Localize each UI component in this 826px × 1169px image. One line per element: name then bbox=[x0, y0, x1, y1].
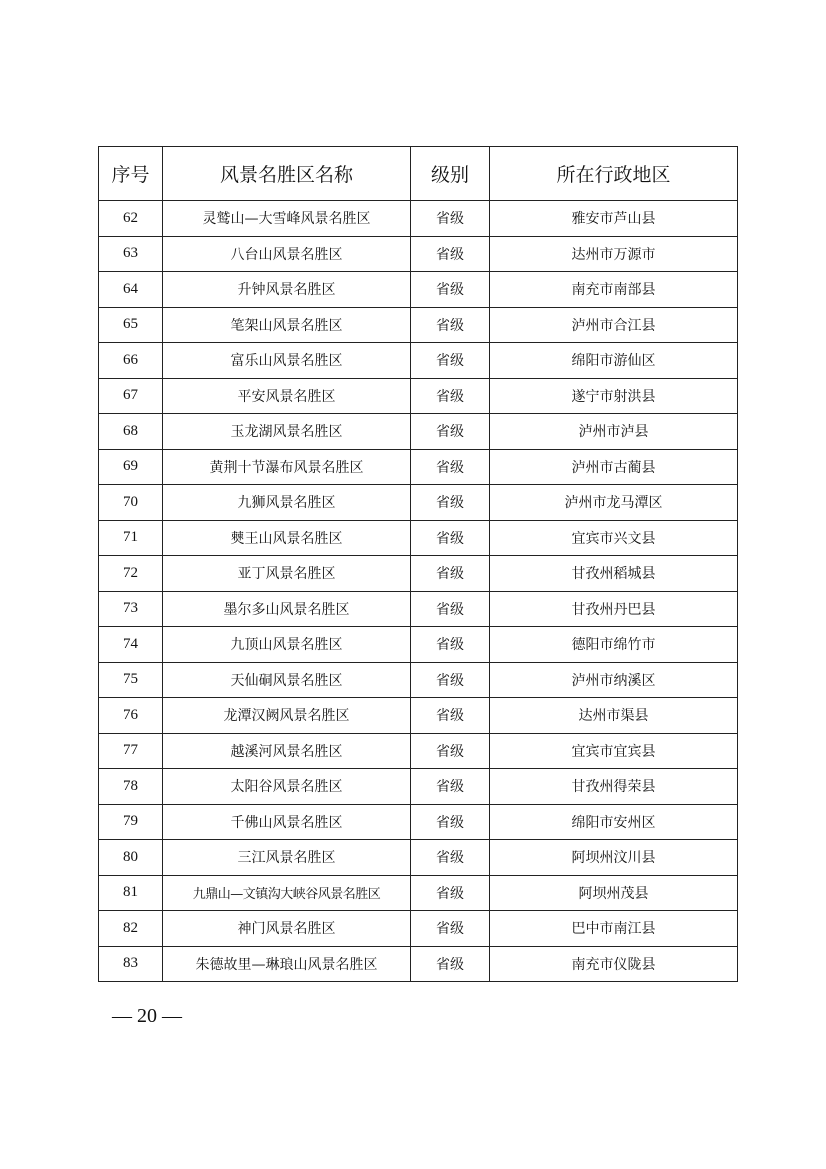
cell-region: 宜宾市兴文县 bbox=[490, 520, 738, 556]
cell-index: 63 bbox=[99, 236, 163, 272]
cell-index: 73 bbox=[99, 591, 163, 627]
cell-region: 绵阳市游仙区 bbox=[490, 343, 738, 379]
cell-level: 省级 bbox=[411, 875, 490, 911]
cell-index: 76 bbox=[99, 698, 163, 734]
cell-level: 省级 bbox=[411, 804, 490, 840]
cell-index: 67 bbox=[99, 378, 163, 414]
page-number: — 20 — bbox=[112, 1005, 182, 1027]
cell-name: 僰王山风景名胜区 bbox=[163, 520, 411, 556]
cell-level: 省级 bbox=[411, 769, 490, 805]
cell-name: 亚丁风景名胜区 bbox=[163, 556, 411, 592]
cell-name: 朱德故里—琳琅山风景名胜区 bbox=[163, 946, 411, 982]
cell-level: 省级 bbox=[411, 627, 490, 663]
cell-level: 省级 bbox=[411, 485, 490, 521]
table-row bbox=[99, 307, 738, 343]
cell-region: 甘孜州丹巴县 bbox=[490, 591, 738, 627]
cell-name: 天仙硐风景名胜区 bbox=[163, 662, 411, 698]
cell-region: 巴中市南江县 bbox=[490, 911, 738, 947]
cell-level: 省级 bbox=[411, 236, 490, 272]
cell-name: 九鼎山—文镇沟大峡谷风景名胜区 bbox=[163, 875, 411, 911]
cell-name: 灵鹫山—大雪峰风景名胜区 bbox=[163, 201, 411, 237]
table-row bbox=[99, 591, 738, 627]
table-row bbox=[99, 698, 738, 734]
table-row bbox=[99, 378, 738, 414]
cell-name: 三江风景名胜区 bbox=[163, 840, 411, 876]
header-level: 级别 bbox=[411, 147, 490, 201]
cell-region: 甘孜州稻城县 bbox=[490, 556, 738, 592]
cell-index: 82 bbox=[99, 911, 163, 947]
cell-index: 83 bbox=[99, 946, 163, 982]
cell-name: 九狮风景名胜区 bbox=[163, 485, 411, 521]
cell-index: 68 bbox=[99, 414, 163, 450]
cell-level: 省级 bbox=[411, 946, 490, 982]
table-row bbox=[99, 733, 738, 769]
cell-level: 省级 bbox=[411, 840, 490, 876]
cell-region: 南充市仪陇县 bbox=[490, 946, 738, 982]
cell-region: 泸州市龙马潭区 bbox=[490, 485, 738, 521]
cell-level: 省级 bbox=[411, 698, 490, 734]
cell-name: 太阳谷风景名胜区 bbox=[163, 769, 411, 805]
cell-name: 龙潭汉阙风景名胜区 bbox=[163, 698, 411, 734]
cell-name: 千佛山风景名胜区 bbox=[163, 804, 411, 840]
cell-index: 66 bbox=[99, 343, 163, 379]
table-row bbox=[99, 520, 738, 556]
cell-level: 省级 bbox=[411, 556, 490, 592]
cell-name: 墨尔多山风景名胜区 bbox=[163, 591, 411, 627]
cell-region: 绵阳市安州区 bbox=[490, 804, 738, 840]
cell-name: 神门风景名胜区 bbox=[163, 911, 411, 947]
cell-name: 八台山风景名胜区 bbox=[163, 236, 411, 272]
table-row bbox=[99, 556, 738, 592]
table-row bbox=[99, 911, 738, 947]
table-row bbox=[99, 769, 738, 805]
cell-region: 阿坝州茂县 bbox=[490, 875, 738, 911]
cell-region: 德阳市绵竹市 bbox=[490, 627, 738, 663]
header-region: 所在行政地区 bbox=[490, 147, 738, 201]
cell-index: 70 bbox=[99, 485, 163, 521]
cell-index: 71 bbox=[99, 520, 163, 556]
cell-name: 越溪河风景名胜区 bbox=[163, 733, 411, 769]
table-row bbox=[99, 343, 738, 379]
table-row bbox=[99, 485, 738, 521]
table-row bbox=[99, 804, 738, 840]
cell-region: 泸州市合江县 bbox=[490, 307, 738, 343]
cell-name: 富乐山风景名胜区 bbox=[163, 343, 411, 379]
cell-name: 玉龙湖风景名胜区 bbox=[163, 414, 411, 450]
cell-level: 省级 bbox=[411, 201, 490, 237]
cell-name: 笔架山风景名胜区 bbox=[163, 307, 411, 343]
cell-region: 泸州市古蔺县 bbox=[490, 449, 738, 485]
cell-name: 黄荆十节瀑布风景名胜区 bbox=[163, 449, 411, 485]
cell-level: 省级 bbox=[411, 307, 490, 343]
cell-level: 省级 bbox=[411, 662, 490, 698]
table-row bbox=[99, 627, 738, 663]
cell-level: 省级 bbox=[411, 343, 490, 379]
cell-level: 省级 bbox=[411, 733, 490, 769]
table-row bbox=[99, 414, 738, 450]
cell-index: 62 bbox=[99, 201, 163, 237]
cell-index: 65 bbox=[99, 307, 163, 343]
cell-index: 74 bbox=[99, 627, 163, 663]
table-row bbox=[99, 201, 738, 237]
cell-index: 75 bbox=[99, 662, 163, 698]
cell-level: 省级 bbox=[411, 378, 490, 414]
table-row bbox=[99, 946, 738, 982]
cell-name: 升钟风景名胜区 bbox=[163, 272, 411, 308]
cell-index: 79 bbox=[99, 804, 163, 840]
table-row bbox=[99, 272, 738, 308]
cell-index: 69 bbox=[99, 449, 163, 485]
cell-region: 甘孜州得荣县 bbox=[490, 769, 738, 805]
cell-name: 平安风景名胜区 bbox=[163, 378, 411, 414]
table-row bbox=[99, 449, 738, 485]
table-body bbox=[99, 201, 738, 982]
cell-level: 省级 bbox=[411, 520, 490, 556]
cell-level: 省级 bbox=[411, 591, 490, 627]
cell-level: 省级 bbox=[411, 449, 490, 485]
cell-region: 泸州市纳溪区 bbox=[490, 662, 738, 698]
cell-index: 77 bbox=[99, 733, 163, 769]
cell-index: 72 bbox=[99, 556, 163, 592]
cell-region: 南充市南部县 bbox=[490, 272, 738, 308]
scenic-areas-table bbox=[98, 146, 738, 982]
cell-level: 省级 bbox=[411, 414, 490, 450]
cell-level: 省级 bbox=[411, 911, 490, 947]
cell-region: 达州市渠县 bbox=[490, 698, 738, 734]
cell-region: 阿坝州汶川县 bbox=[490, 840, 738, 876]
cell-region: 雅安市芦山县 bbox=[490, 201, 738, 237]
header-name: 风景名胜区名称 bbox=[163, 147, 411, 201]
cell-index: 64 bbox=[99, 272, 163, 308]
cell-name: 九顶山风景名胜区 bbox=[163, 627, 411, 663]
cell-level: 省级 bbox=[411, 272, 490, 308]
table-header-row bbox=[99, 147, 738, 201]
table-row bbox=[99, 236, 738, 272]
cell-region: 泸州市泸县 bbox=[490, 414, 738, 450]
cell-index: 81 bbox=[99, 875, 163, 911]
table-row bbox=[99, 840, 738, 876]
cell-region: 宜宾市宜宾县 bbox=[490, 733, 738, 769]
header-index: 序号 bbox=[99, 147, 163, 201]
cell-index: 80 bbox=[99, 840, 163, 876]
table-row bbox=[99, 875, 738, 911]
cell-index: 78 bbox=[99, 769, 163, 805]
cell-region: 达州市万源市 bbox=[490, 236, 738, 272]
table-row bbox=[99, 662, 738, 698]
cell-region: 遂宁市射洪县 bbox=[490, 378, 738, 414]
